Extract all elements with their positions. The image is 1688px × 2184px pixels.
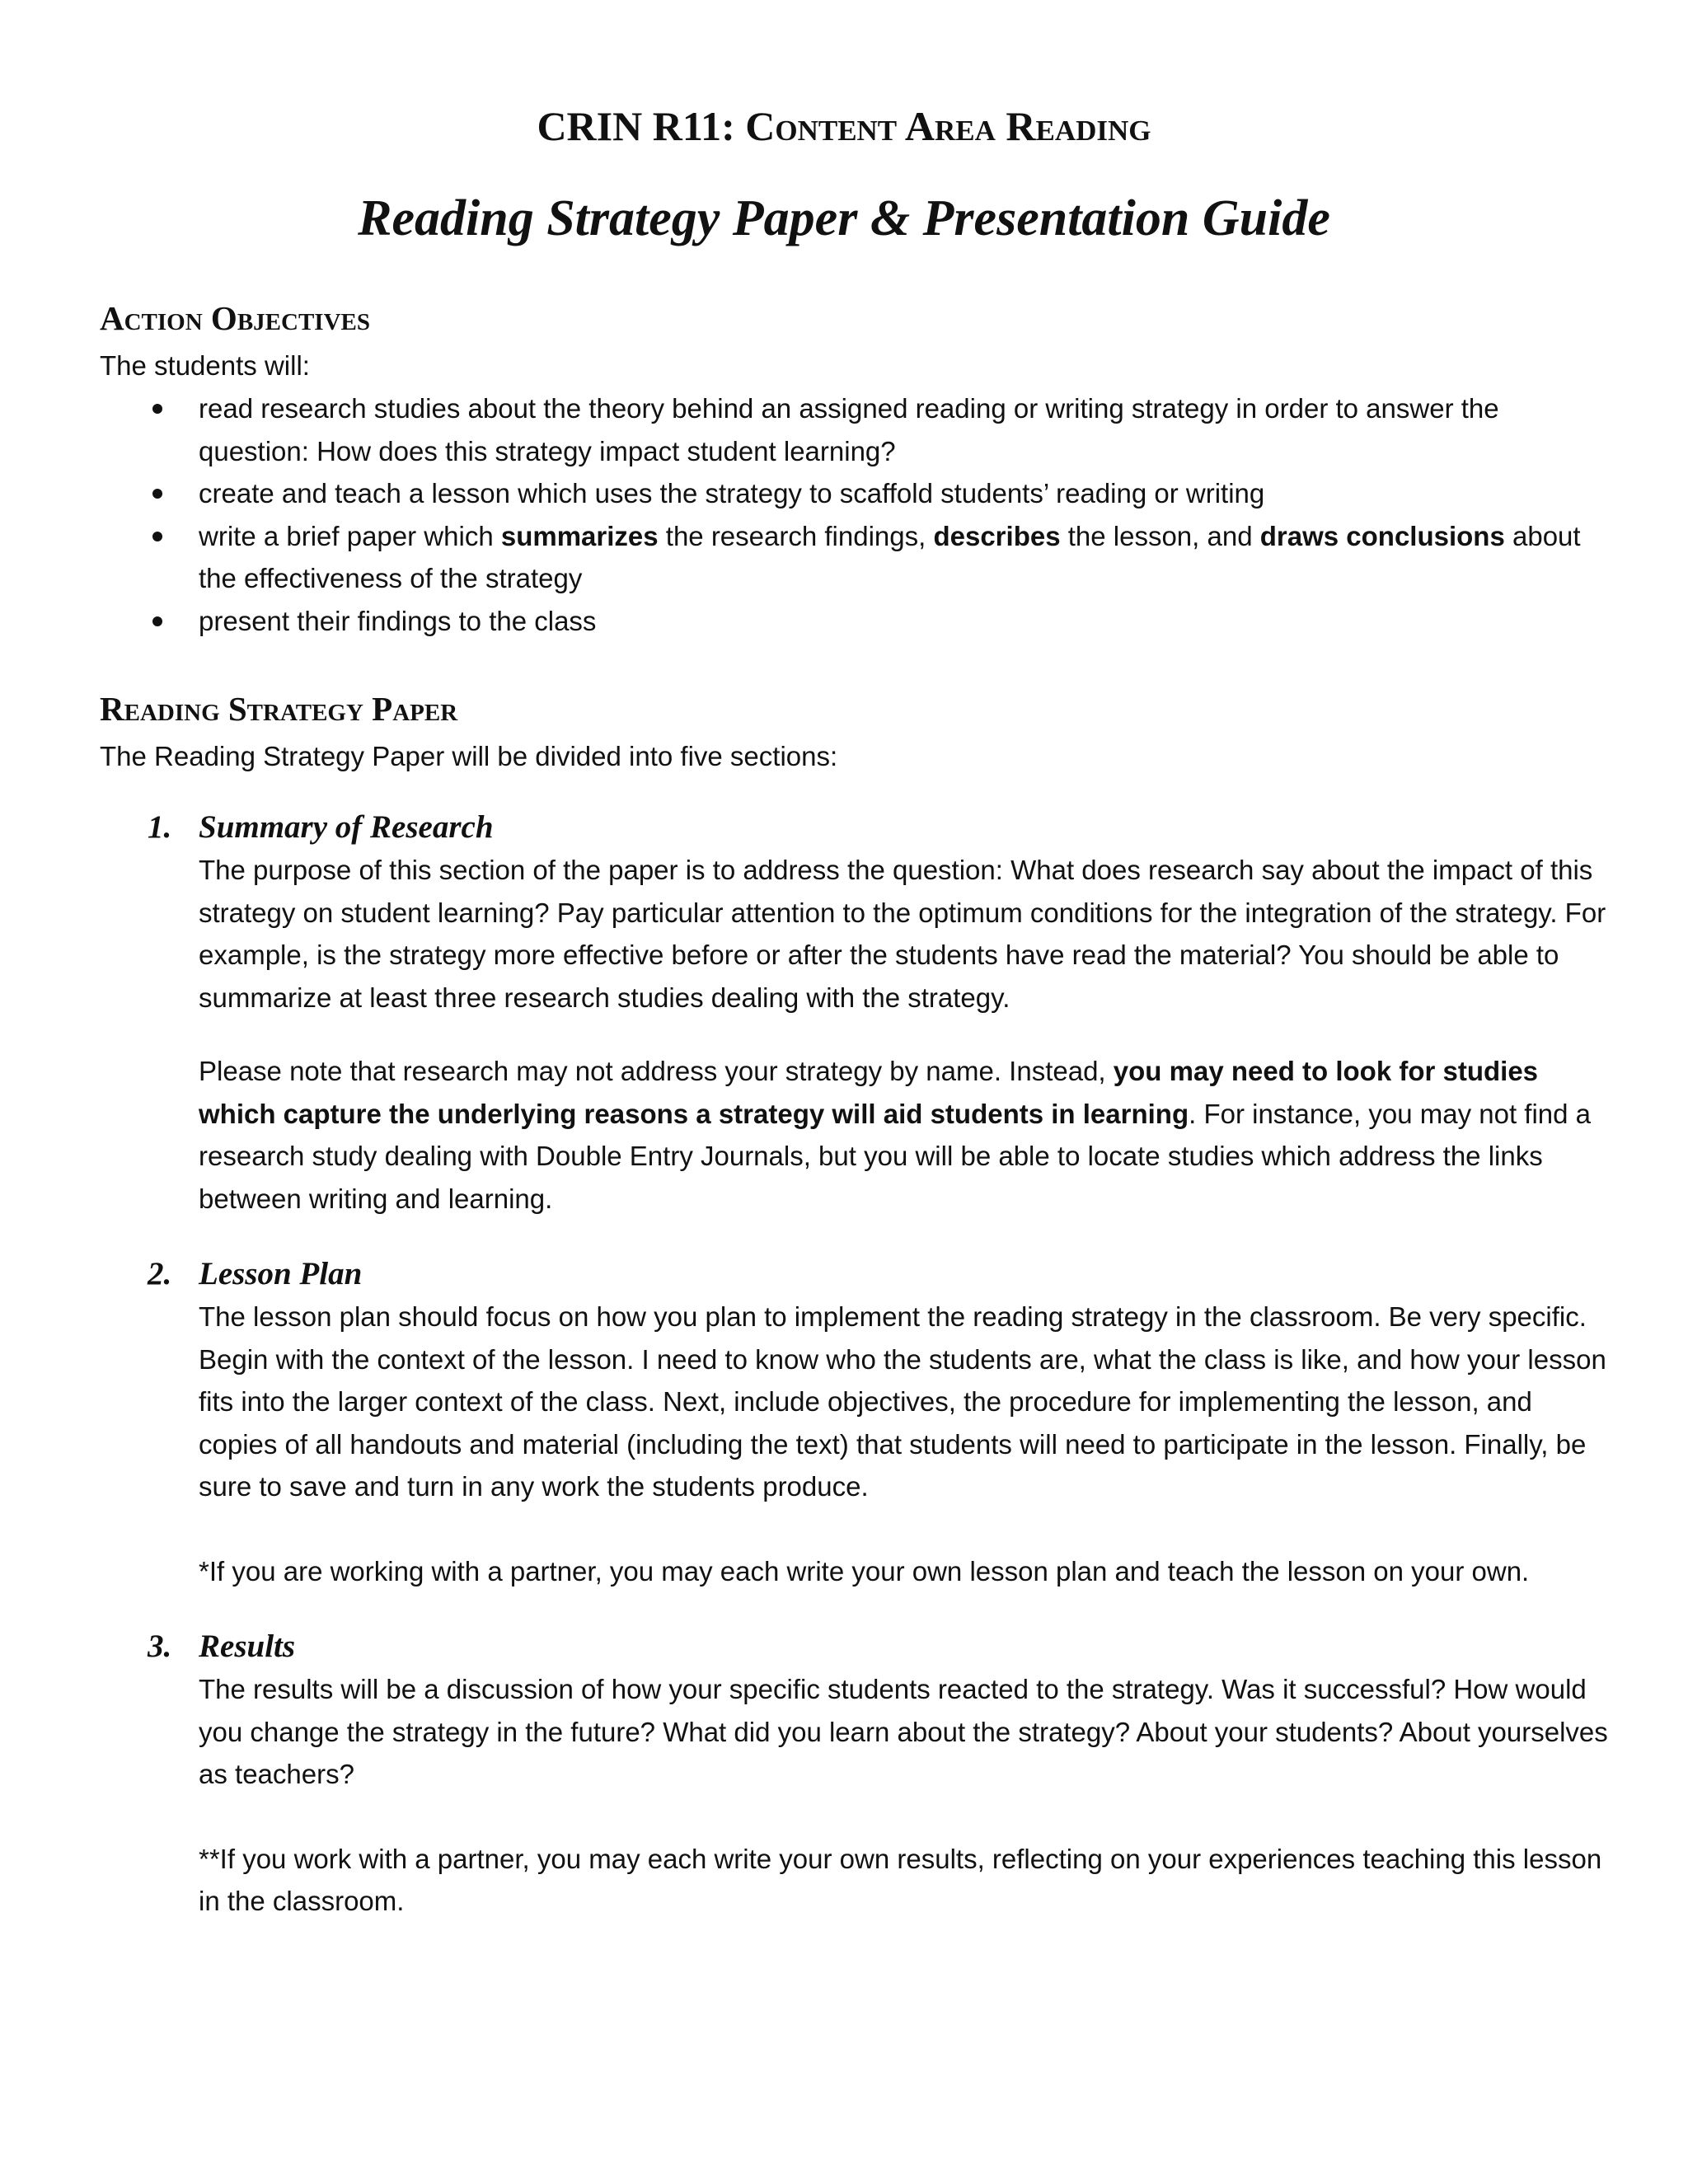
section-number: 2. <box>148 1256 172 1291</box>
bullet-icon <box>152 489 162 499</box>
section-title: Summary of Research <box>199 809 494 845</box>
action-objectives-heading: Action Objectives <box>100 299 370 337</box>
section-paragraph <box>100 1050 1608 1220</box>
section-heading <box>100 806 1608 849</box>
section-title: Lesson Plan <box>199 1256 363 1291</box>
section-heading <box>100 1625 1608 1668</box>
section-paragraph: The lesson plan should focus on how you plan to implement the reading strategy in the classroom. Be very specific. Begin with the context of the lesson. I need to know who the students are, what the class is like, and how your lesson fits into the larger context of the class. Next, include objectives, the procedure for implementing the lesson, and copies of all handouts and material (including the text) that students will need to participate in the lesson. Finally, be sure to save and turn in any work the students produce. <box>199 1301 1606 1502</box>
objective-text: the research findings, <box>658 520 934 551</box>
section-paragraph: The results will be a discussion of how your specific students reacted to the strategy. Was it successful? How would you change the strategy in the future? What did you learn about the strategy? About your students? About yourselves as teachers? <box>199 1674 1608 1789</box>
objective-text: the lesson, and <box>1060 520 1260 551</box>
objective-emphasis: draws conclusions <box>1259 520 1505 551</box>
objective-text: write a brief paper which <box>199 520 501 551</box>
section-note: *If you are working with a partner, you may each write your own lesson plan and teach the lesson on your own. <box>199 1555 1530 1586</box>
objective-text: about the effectiveness of the strategy <box>199 520 1581 593</box>
objective-text: create and teach a lesson which uses the strategy to scaffold students’ reading or writing <box>199 478 1265 509</box>
objective-emphasis: describes <box>933 520 1061 551</box>
document-title: Reading Strategy Paper & Presentation Guide <box>358 190 1330 246</box>
section-number: 3. <box>148 1629 172 1664</box>
section-paragraph: The purpose of this section of the paper is to address the question: What does research say about the impact of this strategy on student learning? Pay particular attention to the optimum conditions for the integration of the strategy. For example, is the strategy more effective before or after the students have read the material? You should be able to summarize at least three research studies dealing with the strategy. <box>199 855 1606 1013</box>
paragraph-text: . For instance, you may not find a research study dealing with Double Entry Journals, but you will be able to locate studies which address the links between writing and learning. <box>199 1098 1592 1214</box>
objectives-list <box>100 387 1600 642</box>
paper-intro: The Reading Strategy Paper will be divided into five sections: <box>100 741 838 771</box>
section-note: **If you work with a partner, you may each write your own results, reflecting on your experiences teaching this lesson in the classroom. <box>199 1843 1602 1916</box>
objective-item <box>100 387 1600 472</box>
section-heading <box>100 1253 1608 1296</box>
objective-text: present their findings to the class <box>199 605 597 636</box>
objective-emphasis: summarizes <box>500 520 659 551</box>
reading-strategy-paper-heading: Reading Strategy Paper <box>100 690 458 728</box>
paper-section-summary <box>100 806 1608 1220</box>
objective-item <box>100 600 1600 643</box>
objective-item <box>100 515 1600 600</box>
paper-section-results <box>100 1625 1608 1923</box>
objective-text: read research studies about the theory behind an assigned reading or writing strategy in order to answer the question: How does this strategy impact student learning? <box>199 393 1499 466</box>
objectives-intro: The students will: <box>100 350 310 381</box>
bullet-icon <box>152 616 162 626</box>
paper-section-lesson-plan <box>100 1253 1608 1592</box>
objective-item <box>100 472 1600 515</box>
paragraph-emphasis: you may need to look for studies which capture the underlying reasons a strategy will aid students in learning <box>199 1056 1539 1129</box>
bullet-icon <box>152 532 162 541</box>
section-title: Results <box>199 1629 296 1664</box>
section-number: 1. <box>148 809 172 845</box>
paragraph-text: Please note that research may not address your strategy by name. Instead, <box>199 1056 1114 1086</box>
course-title: CRIN R11: Content Area Reading <box>537 103 1151 149</box>
bullet-icon <box>152 404 162 414</box>
